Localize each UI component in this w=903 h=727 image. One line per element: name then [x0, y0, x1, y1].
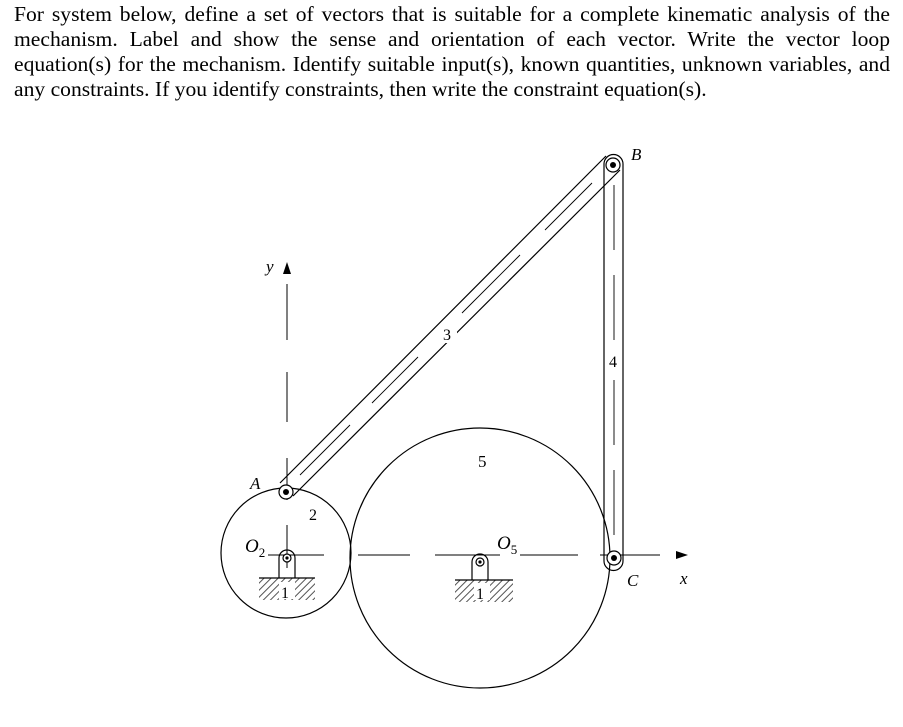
point-O5-subscript: 5: [510, 542, 518, 557]
problem-statement: For system below, define a set of vectors that is suitable for a complete kinematic analysis of the mechanism. Label and show the sense and orientation of each vector. Write the vector loop equation(s) for the mechanism. Identify suitable input(s), known quantities, unknown variables, and any constraints. If you identify constraints, then write the constraint equation(s).: [14, 2, 890, 101]
y-axis-arrowhead: [283, 262, 291, 274]
point-O2-subscript: 2: [258, 545, 266, 560]
point-O2-label: $O_2$: [245, 536, 266, 560]
point-A-label: A: [250, 474, 261, 493]
point-B-label: B: [631, 145, 642, 164]
link-2-label: 2: [309, 507, 317, 524]
point-C-label: C: [627, 571, 639, 590]
pin-B: [606, 158, 620, 172]
ground-label-right: 1: [476, 586, 484, 603]
pin-C: [607, 551, 621, 565]
pin-A: [279, 485, 293, 499]
y-axis: [283, 262, 291, 568]
link-3-label: 3: [443, 327, 451, 344]
ground-label-left: 1: [281, 585, 289, 602]
link-4-label: 4: [609, 354, 617, 371]
y-axis-label: y: [266, 257, 274, 276]
x-axis-arrowhead: [676, 551, 688, 559]
x-axis-label: x: [680, 569, 688, 588]
link-5-label: 5: [478, 452, 487, 471]
x-axis: [268, 551, 688, 559]
point-O5-label: $O_5$: [497, 533, 518, 557]
